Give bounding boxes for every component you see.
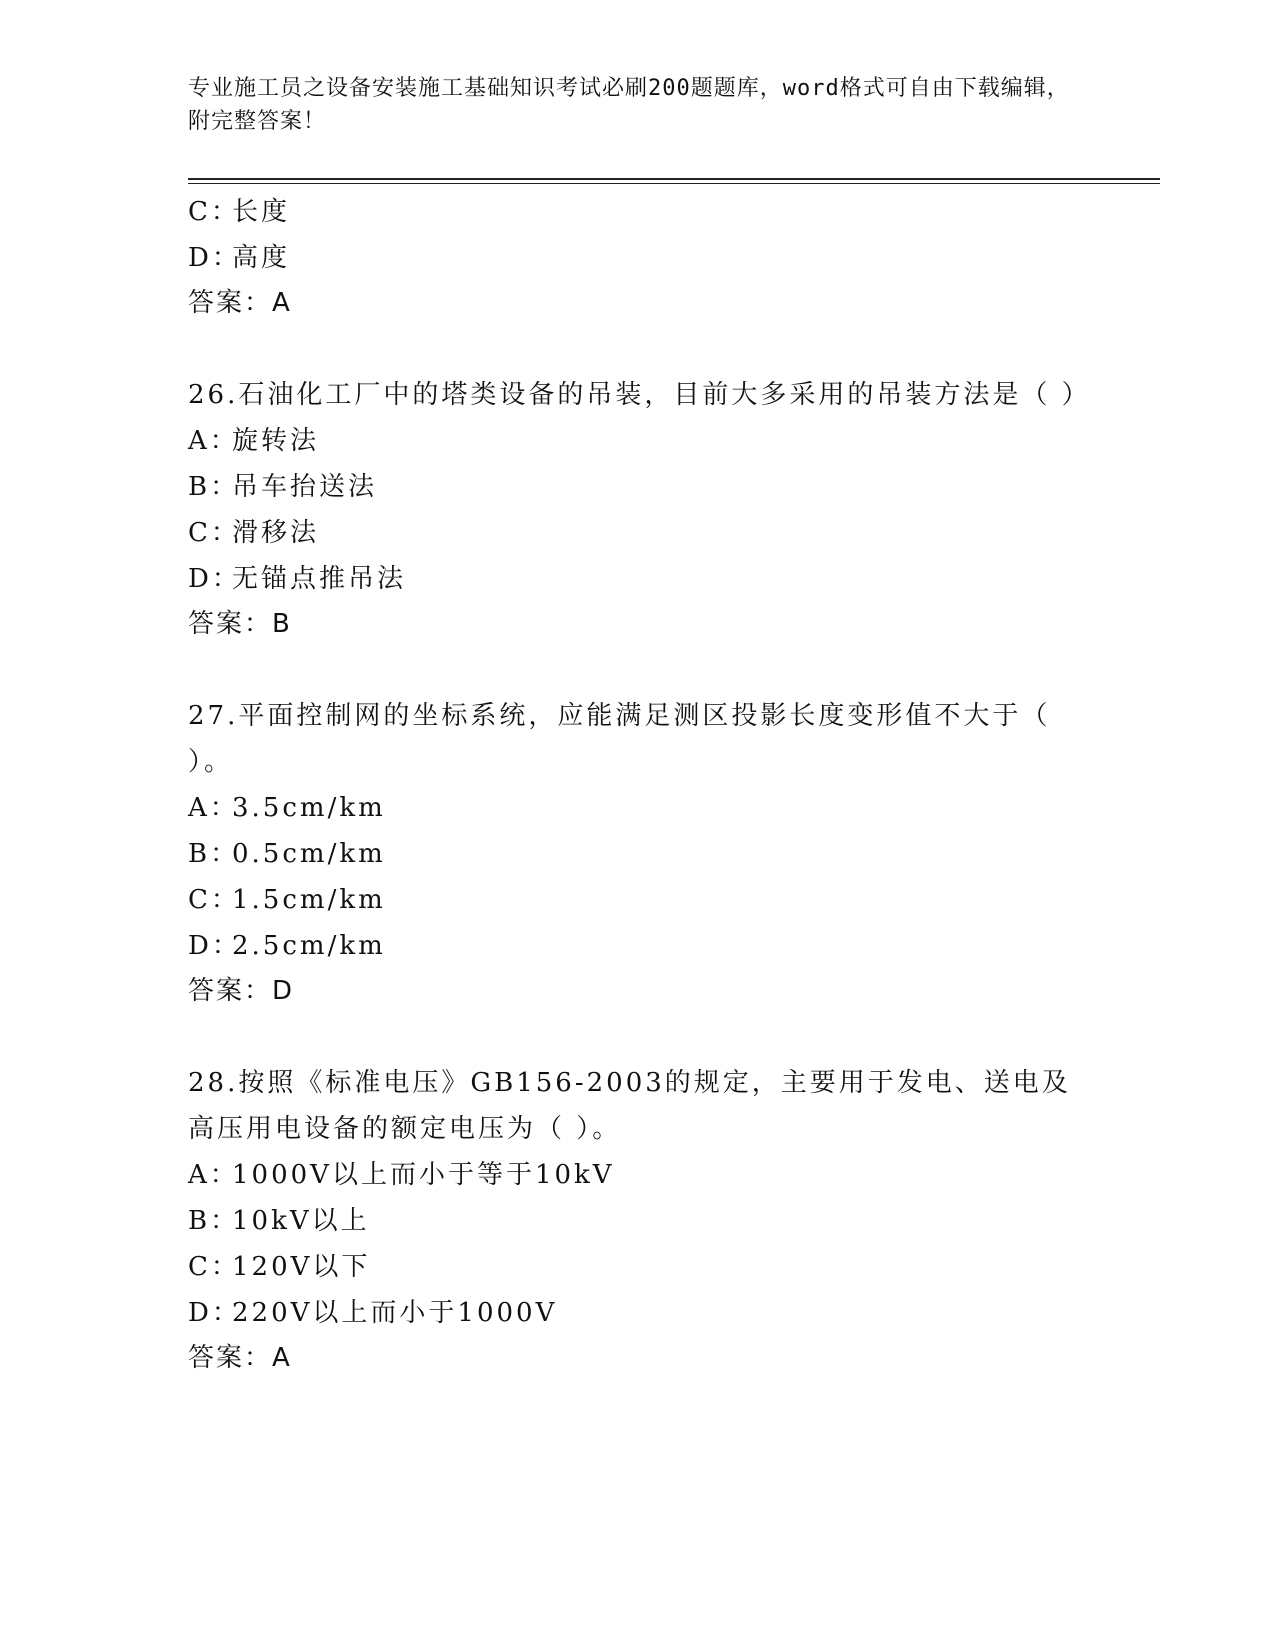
option-label: B： [188,839,240,869]
option-text: 0.5cm/km [232,839,386,869]
option-text: 旋转法 [232,426,320,456]
option-b [188,831,1088,877]
option-text: 滑移法 [232,518,320,548]
question-26 [188,372,1091,646]
option-a [188,418,1088,464]
question-list [188,189,1091,1380]
option-label: D： [188,564,241,594]
question-stem: 26.石油化工厂中的塔类设备的吊装，目前大多采用的吊装方法是（ ） [188,380,1091,410]
option-text: 120V以下 [232,1252,371,1282]
option-label: D： [188,243,241,273]
header-divider-thick [188,178,1160,180]
option-b [188,1198,1088,1244]
option-text: 1.5cm/km [232,885,386,915]
option-a [188,1152,1088,1198]
option-c [188,510,1088,556]
option-label: D： [188,1298,241,1328]
option-a [188,785,1088,831]
option-label: A： [188,793,239,823]
option-text: 10kV以上 [232,1206,370,1236]
document-header: 专业施工员之设备安装施工基础知识考试必刷200题题库，word格式可自由下载编辑，附完整答案！ [188,76,1070,134]
question-stem: 28.按照《标准电压》GB156-2003的规定，主要用于发电、送电及高压用电设备的额定电压为（ ）。 [188,1068,1071,1144]
question-27 [188,693,1088,1013]
option-d [188,235,1088,281]
option-label: C： [188,1252,240,1282]
option-label: B： [188,1206,240,1236]
option-text: 2.5cm/km [232,931,386,961]
option-c [188,877,1088,923]
answer-line: 答案：A [188,288,292,318]
option-text: 无锚点推吊法 [232,564,407,594]
option-d [188,1290,1088,1336]
option-d [188,556,1088,602]
option-label: C： [188,518,240,548]
answer-line: 答案：D [188,976,295,1006]
option-b [188,464,1088,510]
option-text: 3.5cm/km [232,793,386,823]
question-28 [188,1060,1088,1380]
option-text: 长度 [232,197,291,227]
header-divider-thin [188,183,1160,184]
option-label: D： [188,931,241,961]
option-label: C： [188,197,240,227]
answer-line: 答案：B [188,609,292,639]
option-label: C： [188,885,240,915]
option-label: B： [188,472,240,502]
option-text: 吊车抬送法 [232,472,378,502]
option-label: A： [188,426,239,456]
question-stem: 27.平面控制网的坐标系统，应能满足测区投影长度变形值不大于（ ）。 [188,701,1051,777]
option-text: 1000V以上而小于等于10kV [232,1160,615,1190]
option-label: A： [188,1160,239,1190]
option-text: 高度 [232,243,291,273]
option-c [188,189,1088,235]
question-25-continued [188,189,1088,325]
option-d [188,923,1088,969]
answer-line: 答案：A [188,1343,292,1373]
option-text: 220V以上而小于1000V [232,1298,558,1328]
option-c [188,1244,1088,1290]
